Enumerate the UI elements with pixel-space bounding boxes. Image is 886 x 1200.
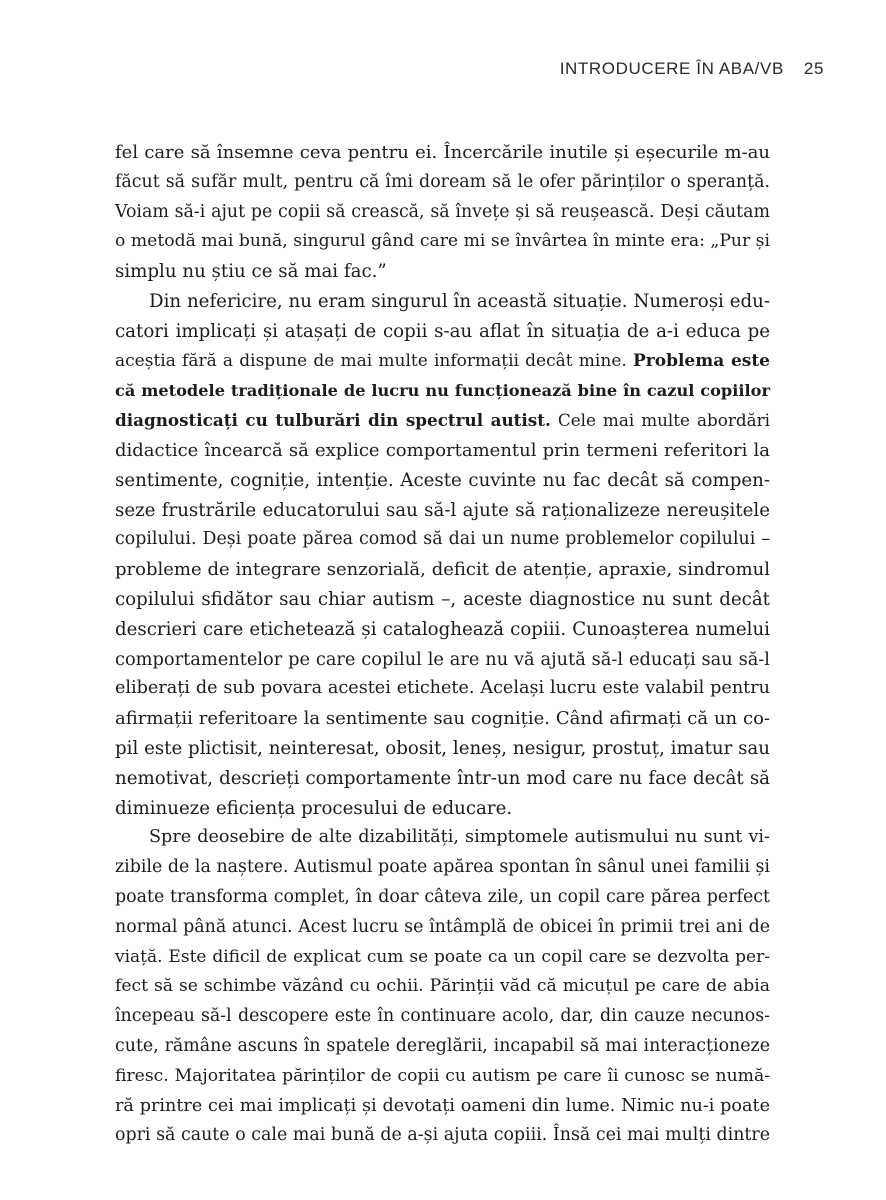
text-line: simplu nu știu ce să mai fac.”: [115, 261, 387, 283]
text-line: [115, 347, 770, 377]
text-line: copilului sfidător sau chiar autism –, aceste diagnostice nu sunt decât: [115, 588, 770, 610]
text-line: diminueze eficiența procesului de educare.: [115, 797, 513, 819]
text-line: Din nefericire, nu eram singurul în această situație. Numeroși edu-: [149, 290, 770, 312]
text-line: o metodă mai bună, singurul gând care mi se învârtea în minte era: „Pur și: [115, 231, 770, 252]
text-line: pil este plictisit, neinteresat, obosit, leneș, nesigur, prostuț, imatur sau: [115, 737, 770, 759]
text-line: probleme de integrare senzorială, deficit de atenție, apraxie, sindromul: [115, 559, 770, 581]
page-number: 25: [803, 59, 824, 78]
text-line: normal până atunci. Acest lucru se întâmplă de obicei în primii trei ani de: [115, 916, 770, 937]
text-line: opri să caute o cale mai bună de a-și ajuta copiii. Însă cei mai mulți dintre: [115, 1125, 770, 1146]
text-line: sentimente, cogniție, intenție. Aceste cuvinte nu fac decât să compen-: [115, 469, 770, 491]
text-line: comportamentelor pe care copilul le are nu vă ajută să-l educați sau să-l: [115, 648, 770, 670]
bold-run: diagnosticați cu tulburări din spectrul autist.: [115, 410, 551, 431]
text-line: Voiam să-i ajut pe copii să crească, să învețe și să reușească. Deși căutam: [115, 201, 770, 222]
text-line: ră printre cei mai implicați și devotați oameni din lume. Nimic nu-i poate: [115, 1095, 770, 1116]
text-line: seze frustrările educatorului sau să-l ajute să raționalizeze nereușitele: [115, 499, 770, 521]
bold-line: că metodele tradiționale de lucru nu funcționează bine în cazul copiilor: [115, 381, 770, 401]
text-line: viață. Este dificil de explicat cum se poate ca un copil care se dezvolta per-: [115, 946, 770, 967]
text-line: copilului. Deși poate părea comod să dai un nume problemelor copilului –: [115, 529, 770, 550]
text-line: fel care să însemne ceva pentru ei. Încercările inutile și eșecurile m-au: [115, 142, 770, 163]
body-text: [115, 138, 770, 1151]
text-line: făcut să sufăr mult, pentru că îmi doream să le ofer părinților o speranță.: [115, 171, 770, 192]
text-run: Cele mai multe abordări: [557, 410, 770, 431]
text-line: Spre deosebire de alte dizabilități, simptomele autismului nu sunt vi-: [149, 827, 770, 848]
text-line: eliberați de sub povara acestei etichete. Același lucru este valabil pentru: [115, 678, 770, 699]
text-line: afirmații referitoare la sentimente sau cogniție. Când afirmați că un co-: [115, 708, 770, 730]
text-run: aceștia fără a dispune de mai multe informații decât mine.: [115, 350, 627, 371]
text-line: catori implicați și atașați de copii s-au aflat în situația de a-i educa pe: [115, 320, 770, 342]
chapter-title: INTRODUCERE ÎN ABA/VB: [559, 59, 784, 78]
text-line: începeau să-l descopere este în continuare acolo, dar, din cauze necunos-: [115, 1006, 770, 1027]
text-line: firesc. Majoritatea părinților de copii cu autism pe care îi cunosc se numă-: [115, 1065, 770, 1086]
text-line: nemotivat, descrieți comportamente într-un mod care nu face decât să: [115, 767, 770, 789]
text-line: didactice încearcă să explice comportamentul prin termeni referitori la: [115, 439, 770, 461]
bold-run: Problema este: [632, 350, 770, 371]
text-line: cute, rămâne ascuns în spatele dereglării, incapabil să mai interacționeze: [115, 1035, 770, 1056]
text-line: zibile de la naștere. Autismul poate apărea spontan în sânul unei familii și: [115, 857, 770, 878]
running-header: [560, 59, 824, 79]
text-line: fect să se schimbe văzând cu ochii. Părinții văd că micuțul pe care de abia: [115, 976, 770, 997]
text-line: poate transforma complet, în doar câteva zile, un copil care părea perfect: [115, 886, 770, 907]
text-line: [115, 406, 770, 436]
text-line: descrieri care etichetează și cataloghează copiii. Cunoașterea numelui: [115, 618, 770, 640]
